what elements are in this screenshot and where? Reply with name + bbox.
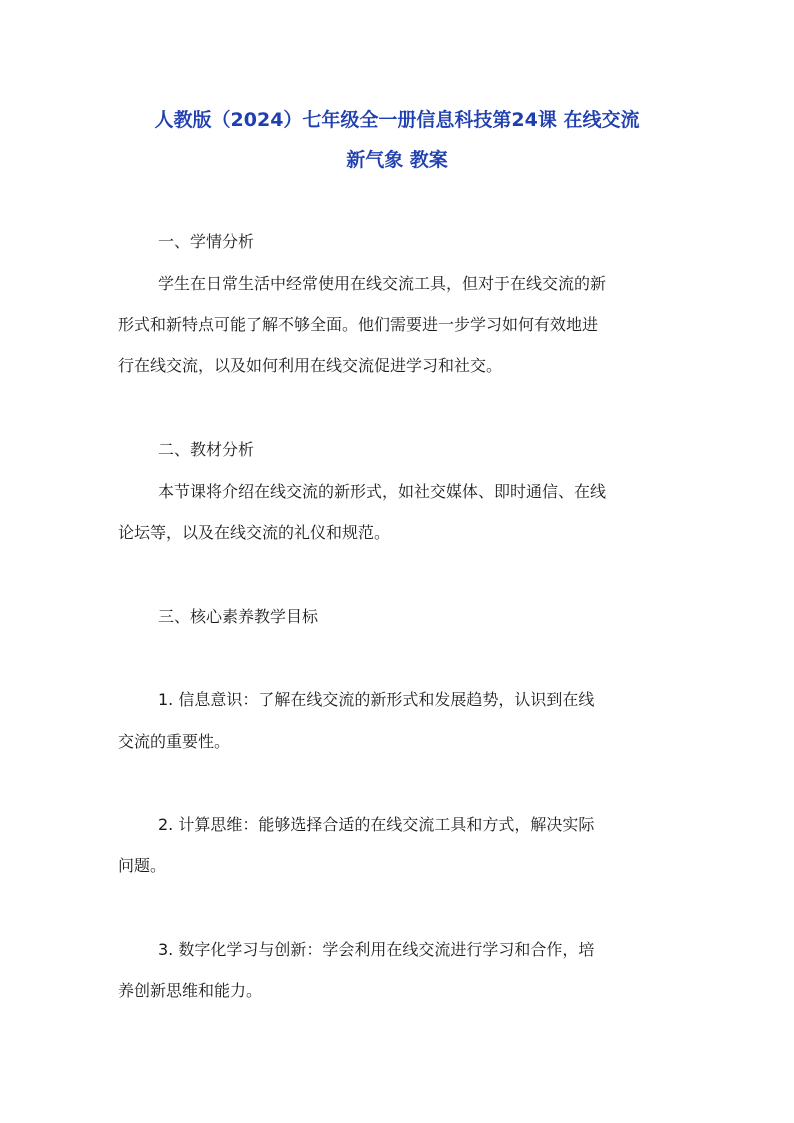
goal-item-line: 交流的重要性。 [118, 732, 231, 751]
document-title-line-1: 人教版（2024）七年级全一册信息科技第24课 在线交流 [154, 109, 640, 131]
paragraph-line: 行在线交流，以及如何利用在线交流促进学习和社交。 [118, 356, 503, 375]
paragraph-line: 形式和新特点可能了解不够全面。他们需要进一步学习如何有效地进 [118, 315, 599, 334]
goal-item-line: 1. 信息意识：了解在线交流的新形式和发展趋势，认识到在线 [158, 690, 595, 709]
paragraph-line: 本节课将介绍在线交流的新形式，如社交媒体、即时通信、在线 [158, 482, 607, 501]
section-heading-material-analysis: 二、教材分析 [158, 440, 255, 459]
goal-item-line: 问题。 [118, 856, 167, 875]
goal-item-line: 3. 数字化学习与创新：学会利用在线交流进行学习和合作，培 [158, 940, 595, 959]
goal-item-line: 养创新思维和能力。 [118, 981, 263, 1000]
section-heading-core-literacy-goals: 三、核心素养教学目标 [158, 607, 319, 626]
section-heading-learner-analysis: 一、学情分析 [158, 232, 255, 251]
goal-item-line: 2. 计算思维：能够选择合适的在线交流工具和方式，解决实际 [158, 815, 595, 834]
paragraph-line: 学生在日常生活中经常使用在线交流工具，但对于在线交流的新 [158, 274, 607, 293]
paragraph-line: 论坛等，以及在线交流的礼仪和规范。 [118, 523, 391, 542]
document-title-line-2: 新气象 教案 [346, 149, 448, 171]
